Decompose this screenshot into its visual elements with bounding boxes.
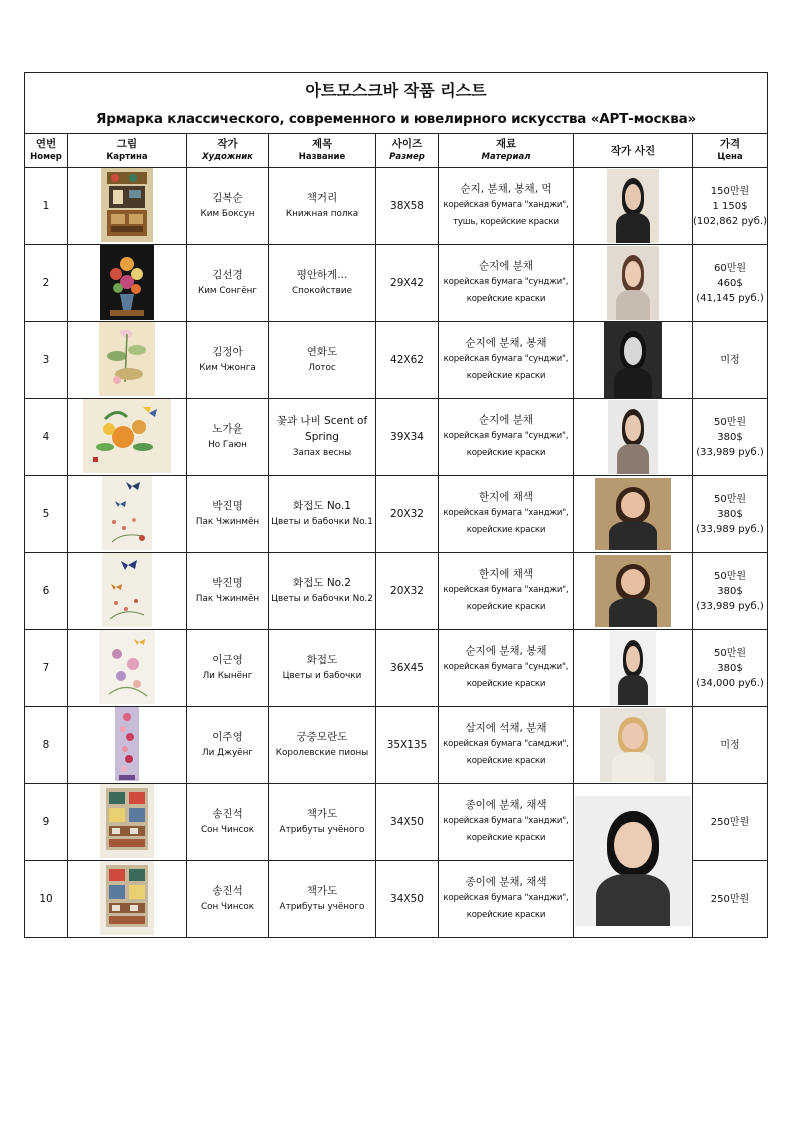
table-row xyxy=(25,476,768,553)
material-ru-1: корейская бумага "ханджи", xyxy=(443,508,569,518)
artwork-image-cell xyxy=(68,476,187,553)
size-cell xyxy=(376,707,439,784)
material-cell xyxy=(439,630,574,707)
artwork-image-cell xyxy=(68,707,187,784)
title-cell xyxy=(25,73,768,134)
row-number-text: 10 xyxy=(39,893,53,905)
header-photo xyxy=(574,134,693,168)
title-cell xyxy=(269,322,376,399)
material-ru-1: корейская бумага "сунджи", xyxy=(443,354,569,364)
artwork-size: 38X58 xyxy=(390,200,424,212)
material-ko: 순지에 분채 xyxy=(478,260,534,272)
material-cell xyxy=(439,476,574,553)
artwork-painting-icon xyxy=(100,245,154,322)
artwork-size: 35X135 xyxy=(386,739,428,751)
row-number xyxy=(25,322,68,399)
artwork-table xyxy=(24,72,768,938)
artwork-image-cell xyxy=(68,399,187,476)
header-label-ko: 사이즈 xyxy=(391,138,423,150)
title-cell xyxy=(269,630,376,707)
header-artist xyxy=(187,134,269,168)
table-row xyxy=(25,553,768,630)
row-number-text: 7 xyxy=(42,662,50,674)
material-cell xyxy=(439,707,574,784)
artist-cell xyxy=(187,399,269,476)
artwork-title-ru: Цветы и бабочки No.2 xyxy=(271,594,373,604)
artist-name-ko: 이근영 xyxy=(212,654,243,666)
material-ko: 순지에 분채 xyxy=(478,414,534,426)
material-cell xyxy=(439,245,574,322)
material-cell xyxy=(439,168,574,245)
price-rub: (34,000 руб.) xyxy=(696,677,764,689)
artist-portrait-icon xyxy=(595,478,671,550)
material-ru-1: корейская бумага "сунджи", xyxy=(443,662,569,672)
title-cell xyxy=(269,784,376,861)
material-ru-2: корейские краски xyxy=(466,910,546,920)
row-number-text: 5 xyxy=(42,508,50,520)
artist-portrait-icon xyxy=(607,169,659,243)
artwork-title-ru: Лотос xyxy=(308,363,336,373)
header-label-ru: Цена xyxy=(717,152,743,162)
price-usd: 380$ xyxy=(717,508,743,520)
size-cell xyxy=(376,168,439,245)
price-krw: 60만원 xyxy=(713,262,747,274)
artist-portrait-icon xyxy=(607,246,659,320)
artwork-image-cell xyxy=(68,784,187,861)
artwork-title-ko: 궁중모란도 xyxy=(296,731,348,743)
artist-cell xyxy=(187,861,269,938)
row-number xyxy=(25,399,68,476)
artist-name-ko: 박진명 xyxy=(212,500,243,512)
artwork-size: 42X62 xyxy=(390,354,424,366)
artwork-title-ko: 연화도 xyxy=(306,346,338,358)
table-row xyxy=(25,707,768,784)
artwork-title-ru: Атрибуты учёного xyxy=(279,825,365,835)
header-size xyxy=(376,134,439,168)
artist-portrait-icon xyxy=(608,400,658,474)
price-cell xyxy=(693,861,768,938)
price-usd: 380$ xyxy=(717,431,743,443)
price-krw: 50만원 xyxy=(713,493,747,505)
price-cell xyxy=(693,707,768,784)
material-cell xyxy=(439,399,574,476)
size-cell xyxy=(376,553,439,630)
row-number xyxy=(25,861,68,938)
material-ru-2: корейские краски xyxy=(466,525,546,535)
artwork-title-ko: 책가도 xyxy=(306,885,338,897)
material-ru-2: корейские краски xyxy=(466,602,546,612)
row-number-text: 1 xyxy=(42,200,50,212)
artist-name-ko: 김선경 xyxy=(212,269,243,281)
material-ru-2: корейские краски xyxy=(466,371,546,381)
price-krw: 미정 xyxy=(720,739,740,751)
title-cell xyxy=(269,245,376,322)
material-ko: 한지에 채색 xyxy=(478,491,534,503)
material-ko: 순지에 분채, 봉채 xyxy=(465,645,547,657)
artwork-title-ru: Королевские пионы xyxy=(275,748,369,758)
title-cell xyxy=(269,399,376,476)
header-label-ko: 그림 xyxy=(116,138,138,150)
header-label-ru: Название xyxy=(298,152,346,162)
artist-name-ru: Ли Кынёнг xyxy=(202,671,253,681)
artwork-title-ru: Запах весны xyxy=(292,448,352,458)
header-label-ru: Номер xyxy=(30,152,62,162)
artist-name-ru: Ким Чжонга xyxy=(199,363,256,373)
material-ko: 종이에 분채, 채색 xyxy=(465,876,547,888)
row-number xyxy=(25,553,68,630)
artwork-painting-icon xyxy=(99,322,155,399)
artwork-image-cell xyxy=(68,630,187,707)
artist-portrait-icon xyxy=(604,322,662,398)
artist-name-ko: 송진석 xyxy=(212,885,243,897)
row-number-text: 2 xyxy=(42,277,50,289)
artwork-title-ru: Цветы и бабочки xyxy=(282,671,362,681)
page-title: 아트모스크바 작품 리스트 xyxy=(305,81,487,100)
artwork-title-ko: 화접도 No.1 xyxy=(293,500,351,512)
artist-cell xyxy=(187,553,269,630)
price-usd: 380$ xyxy=(717,662,743,674)
artwork-title-ko: 책가도 xyxy=(306,808,338,820)
artwork-image-cell xyxy=(68,245,187,322)
price-cell xyxy=(693,476,768,553)
price-rub: (33,989 руб.) xyxy=(696,600,764,612)
row-number-text: 6 xyxy=(42,585,50,597)
artist-name-ko: 김복순 xyxy=(212,192,243,204)
row-number-text: 3 xyxy=(42,354,50,366)
artwork-title-ru: Книжная полка xyxy=(285,209,359,219)
artwork-painting-icon xyxy=(115,707,139,784)
price-krw: 150만원 xyxy=(710,185,750,197)
artist-portrait-icon xyxy=(610,631,656,705)
artist-name-ru: Но Гаюн xyxy=(208,440,247,450)
artwork-title-ko: 화접도 No.2 xyxy=(293,577,351,589)
row-number xyxy=(25,630,68,707)
size-cell xyxy=(376,245,439,322)
artist-photo-cell xyxy=(574,476,693,553)
artist-photo-cell xyxy=(574,553,693,630)
artist-photo-cell xyxy=(574,168,693,245)
header-artwork xyxy=(68,134,187,168)
header-label-ru: Размер xyxy=(389,152,425,162)
row-number-text: 4 xyxy=(42,431,50,443)
artwork-title-ko: 평안하게... xyxy=(296,269,348,281)
artist-cell xyxy=(187,245,269,322)
price-krw: 250만원 xyxy=(710,816,750,828)
artist-name-ko: 이주영 xyxy=(212,731,243,743)
material-ru-1: корейская бумага "ханджи", xyxy=(443,585,569,595)
material-ko: 종이에 분채, 채색 xyxy=(465,799,547,811)
artist-cell xyxy=(187,784,269,861)
material-ru-2: тушь, корейские краски xyxy=(453,217,559,227)
price-usd: 460$ xyxy=(717,277,743,289)
material-cell xyxy=(439,322,574,399)
artwork-list-sheet xyxy=(24,72,767,938)
table-row xyxy=(25,322,768,399)
artist-photo-cell xyxy=(574,322,693,399)
title-cell xyxy=(269,861,376,938)
artwork-size: 20X32 xyxy=(390,585,424,597)
material-ru-2: корейские краски xyxy=(466,833,546,843)
price-rub: (33,989 руб.) xyxy=(696,446,764,458)
price-cell xyxy=(693,784,768,861)
header-label-ko: 작가 xyxy=(217,138,238,150)
title-cell xyxy=(269,168,376,245)
row-number xyxy=(25,476,68,553)
artwork-title-ko-cont: Spring xyxy=(305,431,339,443)
material-ko: 순지, 분채, 봉채, 먹 xyxy=(460,183,552,195)
row-number xyxy=(25,784,68,861)
artwork-image-cell xyxy=(68,322,187,399)
price-rub: (41,145 руб.) xyxy=(696,292,764,304)
header-label-ko: 연번 xyxy=(35,138,57,150)
row-number xyxy=(25,168,68,245)
price-cell xyxy=(693,245,768,322)
material-ru-1: корейская бумага "ханджи", xyxy=(443,893,569,903)
row-number xyxy=(25,707,68,784)
table-row xyxy=(25,399,768,476)
artist-photo-cell xyxy=(574,707,693,784)
artwork-size: 29X42 xyxy=(390,277,424,289)
title-cell xyxy=(269,707,376,784)
material-ru-1: корейская бумага "самджи", xyxy=(443,739,569,749)
artist-name-ru: Пак Чжинмён xyxy=(195,517,260,527)
header-label-ru: Картина xyxy=(106,152,148,162)
artwork-title-ko: 화접도 xyxy=(306,654,338,666)
price-krw: 250만원 xyxy=(710,893,750,905)
price-krw: 미정 xyxy=(720,354,740,366)
artwork-painting-icon xyxy=(100,784,154,861)
artist-name-ko: 박진명 xyxy=(212,577,243,589)
artist-name-ko: 김정아 xyxy=(212,346,243,358)
header-label-ko: 제목 xyxy=(311,138,333,150)
price-cell xyxy=(693,322,768,399)
artist-photo-cell xyxy=(574,399,693,476)
artwork-image-cell xyxy=(68,168,187,245)
artist-cell xyxy=(187,322,269,399)
row-number xyxy=(25,245,68,322)
table-row xyxy=(25,630,768,707)
material-ru-1: корейская бумага "ханджи", xyxy=(443,200,569,210)
artist-cell xyxy=(187,630,269,707)
artwork-size: 34X50 xyxy=(390,816,424,828)
price-krw: 50만원 xyxy=(713,647,747,659)
header-material xyxy=(439,134,574,168)
artwork-image-cell xyxy=(68,553,187,630)
price-krw: 50만원 xyxy=(713,570,747,582)
material-ko: 순지에 분채, 봉채 xyxy=(465,337,547,349)
material-ko: 삼지에 석채, 분채 xyxy=(465,722,547,734)
artwork-title-ru: Атрибуты учёного xyxy=(279,902,365,912)
artist-name-ru: Пак Чжинмён xyxy=(195,594,260,604)
row-number-text: 9 xyxy=(42,816,50,828)
title-cell xyxy=(269,476,376,553)
header-label-ko: 재료 xyxy=(495,138,517,150)
artwork-painting-icon xyxy=(102,553,152,630)
material-ru-1: корейская бумага "сунджи", xyxy=(443,277,569,287)
price-krw: 50만원 xyxy=(713,416,747,428)
header-price xyxy=(693,134,768,168)
artwork-title-ru: Цветы и бабочки No.1 xyxy=(271,517,373,527)
price-rub: (102,862 руб.) xyxy=(693,215,767,227)
artwork-title-ko: 책거리 xyxy=(306,192,338,204)
artist-photo-cell xyxy=(574,784,693,938)
table-row xyxy=(25,168,768,245)
artwork-size: 20X32 xyxy=(390,508,424,520)
material-ru-1: корейская бумага "сунджи", xyxy=(443,431,569,441)
artist-name-ru: Ким Боксун xyxy=(200,209,255,219)
header-label-ko: 작가 사진 xyxy=(610,144,656,157)
artist-cell xyxy=(187,476,269,553)
price-cell xyxy=(693,168,768,245)
price-usd: 1 150$ xyxy=(712,200,748,212)
header-label-ko: 가격 xyxy=(719,138,741,150)
artwork-painting-icon xyxy=(100,861,154,938)
table-row xyxy=(25,784,768,861)
header-label-ru: Материал xyxy=(481,152,531,162)
artwork-painting-icon xyxy=(102,476,152,553)
material-ru-2: корейские краски xyxy=(466,448,546,458)
price-cell xyxy=(693,553,768,630)
size-cell xyxy=(376,322,439,399)
artist-name-ko: 송진석 xyxy=(212,808,243,820)
artist-name-ko: 노가윤 xyxy=(212,423,243,435)
artwork-title-ko: 꽃과 나비 Scent of xyxy=(276,415,368,427)
header-title xyxy=(269,134,376,168)
header-row xyxy=(25,134,768,168)
price-rub: (33,989 руб.) xyxy=(696,523,764,535)
artwork-size: 36X45 xyxy=(390,662,424,674)
size-cell xyxy=(376,476,439,553)
artist-name-ru: Ким Сонгёнг xyxy=(197,286,258,296)
artist-name-ru: Сон Чинсок xyxy=(200,902,255,912)
artist-name-ru: Сон Чинсок xyxy=(200,825,255,835)
material-cell xyxy=(439,784,574,861)
artist-photo-cell xyxy=(574,630,693,707)
artwork-size: 39X34 xyxy=(390,431,424,443)
artist-portrait-icon xyxy=(600,708,666,782)
price-cell xyxy=(693,399,768,476)
artist-cell xyxy=(187,707,269,784)
artwork-image-cell xyxy=(68,861,187,938)
artist-portrait-icon xyxy=(595,555,671,627)
size-cell xyxy=(376,630,439,707)
size-cell xyxy=(376,399,439,476)
row-number-text: 8 xyxy=(42,739,50,751)
artwork-painting-icon xyxy=(83,399,171,476)
material-ru-1: корейская бумага "ханджи", xyxy=(443,816,569,826)
artist-photo-cell xyxy=(574,245,693,322)
size-cell xyxy=(376,861,439,938)
header-label-ru: Художник xyxy=(202,152,253,162)
artwork-painting-icon xyxy=(99,630,155,707)
table-row xyxy=(25,245,768,322)
page-subtitle: Ярмарка классического, современного и ювелирного искусства «АРТ-москва» xyxy=(96,111,697,127)
material-ru-2: корейские краски xyxy=(466,294,546,304)
material-cell xyxy=(439,553,574,630)
header-no xyxy=(25,134,68,168)
material-ru-2: корейские краски xyxy=(466,679,546,689)
price-usd: 380$ xyxy=(717,585,743,597)
artist-cell xyxy=(187,168,269,245)
material-cell xyxy=(439,861,574,938)
artwork-painting-icon xyxy=(101,168,153,245)
size-cell xyxy=(376,784,439,861)
artist-name-ru: Ли Джуёнг xyxy=(202,748,253,758)
artist-portrait-icon xyxy=(575,796,691,926)
material-ko: 한지에 채색 xyxy=(478,568,534,580)
price-cell xyxy=(693,630,768,707)
material-ru-2: корейские краски xyxy=(466,756,546,766)
title-cell xyxy=(269,553,376,630)
artwork-title-ru: Спокойствие xyxy=(292,286,352,296)
artwork-size: 34X50 xyxy=(390,893,424,905)
